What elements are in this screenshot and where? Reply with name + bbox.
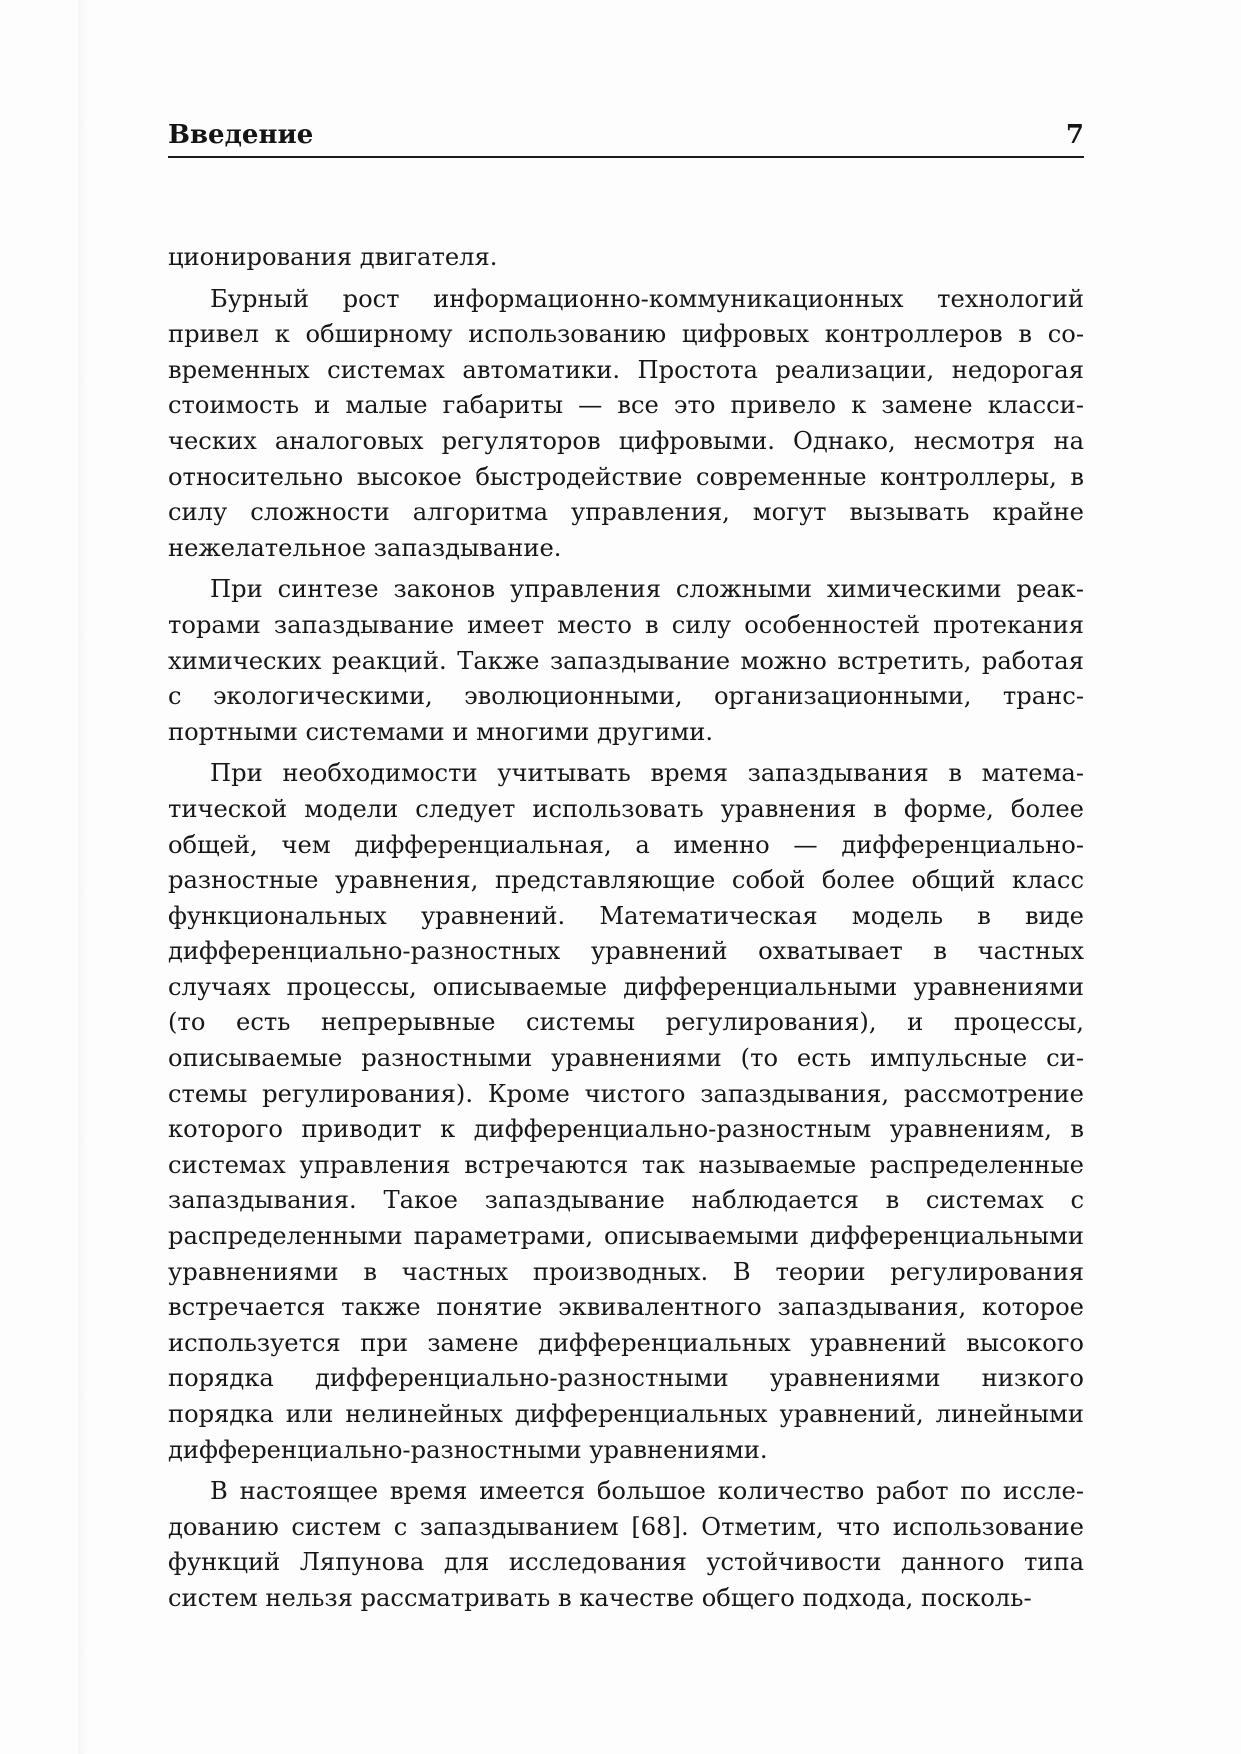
running-header <box>168 116 1084 158</box>
paragraph-chemical-reactors: При синтезе законов управления сложными химическими реакторами запаздывание имеет место в силу особенностей протекания химических реакций. Также запаздывание можно встретить, работая с экологическими, эволюционными, организационными, транспортными системами и многими другими. <box>168 575 1084 746</box>
page-number: 7 <box>1065 120 1084 150</box>
body-text <box>168 240 1084 1623</box>
paragraph-delay-systems-research: В настоящее время имеется большое количество работ по исследованию систем с запаздыванием [68]. Отметим, что использование функций Ляпунова для исследования устойчивости данного типа систем нельзя рассматривать в качестве общего подхода, посколь- <box>168 1477 1084 1612</box>
scan-edge-shadow <box>78 0 88 1754</box>
chapter-title: Введение <box>168 120 314 150</box>
paragraph-continuation: ционирования двигателя. <box>168 243 498 271</box>
paragraph-digital-controllers: Бурный рост информационно-коммуникационных технологий привел к обширному использованию цифровых контроллеров в современных системах автоматики. Простота реализации, недорогая стоимость и малые габариты — все это привело к замене классических аналоговых регуляторов цифровыми. Однако, несмотря на относительно высокое быстродействие современные контроллеры, в силу сложности алгоритма управления, могут вызывать крайне нежелательное запаздывание. <box>168 284 1084 562</box>
paragraph-differential-difference-equations: При необходимости учитывать время запаздывания в математической модели следует использовать уравнения в форме, более общей, чем дифференциальная, а именно — дифференциально-разностные уравнения, представляющие собой более общий класс функциональных уравнений. Математическая модель в виде дифференциально-разностных уравнений охватывает в частных случаях процессы, описываемые дифференциальными уравнениями (то есть непрерывные системы регулирования), и процессы, описываемые разностными уравнениями (то есть импульсные системы регулирования). Кроме чистого запаздывания, рассмотрение которого приводит к дифференциально-разностным уравнениям, в системах управления встречаются так называемые распределенные запаздывания. Такое запаздывание наблюдается в системах с распределенными параметрами, описываемыми дифференциальными уравнениями в частных производных. В теории регулирования встречается также понятие эквивалентного запаздывания, которое используется при замене дифференциальных уравнений высокого порядка дифференциально-разностными уравнениями низкого порядка или нелинейных дифференциальных уравнений, линейными дифференциально-разностными уравнениями. <box>168 759 1084 1464</box>
